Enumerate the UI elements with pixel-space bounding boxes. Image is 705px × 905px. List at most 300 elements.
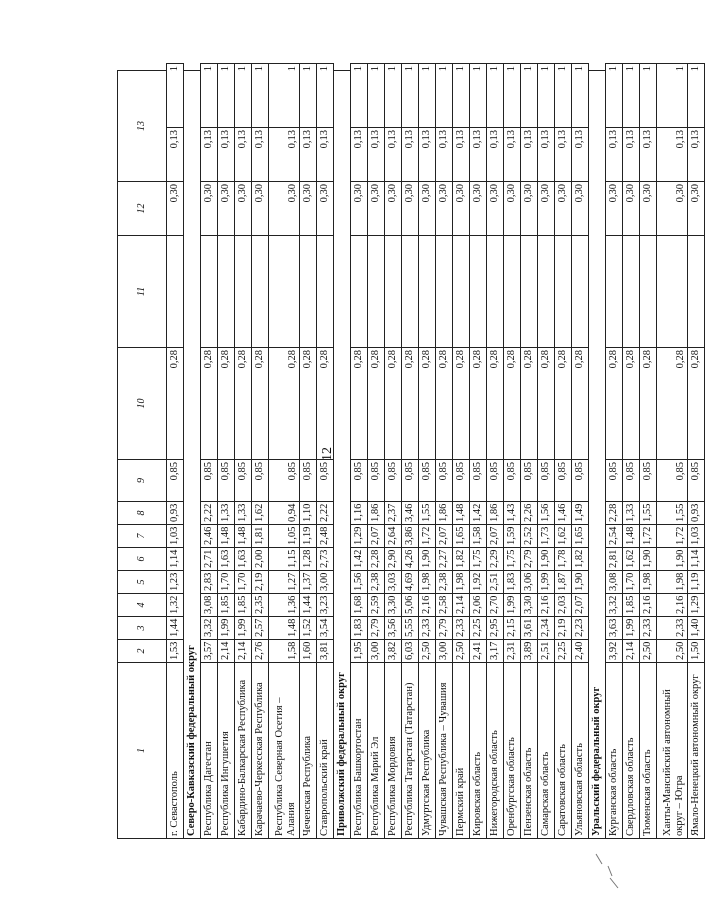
value-cell-col14: 1 — [657, 64, 688, 128]
value-cell-col8: 0,93 — [167, 502, 184, 525]
value-cell-col7: 1,48 — [623, 525, 640, 548]
value-cell-col11 — [623, 236, 640, 348]
value-cell-col12: 0,30 — [504, 182, 521, 236]
value-cell-col6: 1,90 — [538, 548, 555, 571]
value-cell-col5: 2,38 — [368, 571, 385, 594]
table-row — [402, 64, 419, 839]
value-cell-col4: 1,44 — [300, 594, 317, 617]
value-cell-col3: 3,56 — [385, 617, 402, 640]
value-cell-col13: 0,13 — [436, 128, 453, 182]
value-cell-col8: 1,43 — [504, 502, 521, 525]
region-name: Тюменская область — [640, 663, 657, 839]
value-cell-col4: 1,36 — [269, 594, 300, 617]
value-cell-col11 — [218, 236, 235, 348]
value-cell-col5: 1,98 — [453, 571, 470, 594]
value-cell-col14: 1 — [453, 64, 470, 128]
table-row — [623, 64, 640, 839]
value-cell-col14: 1 — [201, 64, 218, 128]
value-cell-col12: 0,30 — [368, 182, 385, 236]
value-cell-col3: 2,57 — [252, 617, 269, 640]
value-cell-col11 — [201, 236, 218, 348]
value-cell-col9: 0,85 — [453, 460, 470, 502]
value-cell-col10: 0,28 — [521, 348, 538, 460]
value-cell-col14: 1 — [402, 64, 419, 128]
value-cell-col8: 2,37 — [385, 502, 402, 525]
column-header-13: 13 — [118, 71, 167, 182]
value-cell-col5: 1,98 — [419, 571, 436, 594]
value-cell-col6: 1,75 — [504, 548, 521, 571]
region-name: Оренбургская область — [504, 663, 521, 839]
value-cell-col13: 0,13 — [521, 128, 538, 182]
value-cell-col2: 3,00 — [436, 640, 453, 663]
value-cell-col2: 1,95 — [351, 640, 368, 663]
value-cell-col5: 2,83 — [201, 571, 218, 594]
value-cell-col12: 0,30 — [167, 182, 184, 236]
value-cell-col14: 1 — [300, 64, 317, 128]
value-cell-col5: 2,38 — [436, 571, 453, 594]
value-cell-col10: 0,28 — [235, 348, 252, 460]
value-cell-col5: 1,98 — [657, 571, 688, 594]
table-row — [688, 64, 705, 839]
value-cell-col9: 0,85 — [218, 460, 235, 502]
value-cell-col6: 1,63 — [235, 548, 252, 571]
value-cell-col4: 2,07 — [572, 594, 589, 617]
value-cell-col14: 1 — [385, 64, 402, 128]
value-cell-col13: 0,13 — [623, 128, 640, 182]
coefficient-table — [117, 63, 705, 839]
value-cell-col7: 1,19 — [300, 525, 317, 548]
region-name: Кировская область — [470, 663, 487, 839]
value-cell-col8: 2,28 — [606, 502, 623, 525]
value-cell-col5: 1,83 — [504, 571, 521, 594]
value-cell-col3: 5,55 — [402, 617, 419, 640]
value-cell-col14: 1 — [538, 64, 555, 128]
value-cell-col8: 1,55 — [640, 502, 657, 525]
value-cell-col3: 2,33 — [453, 617, 470, 640]
value-cell-col3: 1,99 — [218, 617, 235, 640]
value-cell-col11 — [269, 236, 300, 348]
section-title: Уральский федеральный округ — [589, 71, 606, 839]
value-cell-col6: 2,00 — [252, 548, 269, 571]
value-cell-col3: 1,99 — [623, 617, 640, 640]
value-cell-col10: 0,28 — [572, 348, 589, 460]
rotated-table-container — [117, 63, 701, 839]
region-name: Ульяновская область — [572, 663, 589, 839]
value-cell-col3: 2,33 — [657, 617, 688, 640]
value-cell-col9: 0,85 — [351, 460, 368, 502]
value-cell-col3: 1,99 — [235, 617, 252, 640]
table-row — [218, 64, 235, 839]
value-cell-col13: 0,13 — [167, 128, 184, 182]
value-cell-col6: 2,81 — [606, 548, 623, 571]
value-cell-col5: 1,70 — [235, 571, 252, 594]
value-cell-col2: 2,50 — [640, 640, 657, 663]
value-cell-col4: 2,06 — [470, 594, 487, 617]
value-cell-col4: 3,30 — [385, 594, 402, 617]
value-cell-col2: 3,82 — [385, 640, 402, 663]
value-cell-col12: 0,30 — [606, 182, 623, 236]
value-cell-col7: 1,73 — [538, 525, 555, 548]
value-cell-col5: 1,19 — [688, 571, 705, 594]
value-cell-col14: 1 — [688, 64, 705, 128]
value-cell-col3: 2,79 — [436, 617, 453, 640]
value-cell-col14: 1 — [640, 64, 657, 128]
value-cell-col10: 0,28 — [402, 348, 419, 460]
value-cell-col14: 1 — [436, 64, 453, 128]
value-cell-col4: 2,16 — [419, 594, 436, 617]
value-cell-col9: 0,85 — [606, 460, 623, 502]
value-cell-col5: 1,87 — [555, 571, 572, 594]
value-cell-col12: 0,30 — [235, 182, 252, 236]
value-cell-col9: 0,85 — [201, 460, 218, 502]
value-cell-col14: 1 — [218, 64, 235, 128]
value-cell-col7: 1,65 — [572, 525, 589, 548]
value-cell-col9: 0,85 — [688, 460, 705, 502]
value-cell-col4: 2,16 — [538, 594, 555, 617]
value-cell-col6: 2,29 — [487, 548, 504, 571]
value-cell-col2: 2,41 — [470, 640, 487, 663]
table-row — [453, 64, 470, 839]
value-cell-col4: 3,23 — [317, 594, 334, 617]
value-cell-col14: 1 — [555, 64, 572, 128]
value-cell-col12: 0,30 — [657, 182, 688, 236]
value-cell-col14: 1 — [572, 64, 589, 128]
value-cell-col14: 1 — [521, 64, 538, 128]
page-number: 12 — [320, 447, 335, 461]
value-cell-col13: 0,13 — [487, 128, 504, 182]
column-header-9: 9 — [118, 460, 167, 502]
value-cell-col7: 2,48 — [317, 525, 334, 548]
value-cell-col7: 1,48 — [235, 525, 252, 548]
value-cell-col9: 0,85 — [504, 460, 521, 502]
value-cell-col12: 0,30 — [538, 182, 555, 236]
value-cell-col11 — [453, 236, 470, 348]
region-name: Удмуртская Республика — [419, 663, 436, 839]
value-cell-col11 — [167, 236, 184, 348]
value-cell-col4: 3,30 — [521, 594, 538, 617]
value-cell-col8: 0,94 — [269, 502, 300, 525]
value-cell-col6: 1,90 — [640, 548, 657, 571]
value-cell-col13: 0,13 — [606, 128, 623, 182]
value-cell-col14: 1 — [487, 64, 504, 128]
value-cell-col5: 1,27 — [269, 571, 300, 594]
value-cell-col10: 0,28 — [453, 348, 470, 460]
value-cell-col5: 3,08 — [606, 571, 623, 594]
value-cell-col9: 0,85 — [657, 460, 688, 502]
value-cell-col12: 0,30 — [252, 182, 269, 236]
region-name: Республика Татарстан (Татарстан) — [402, 663, 419, 839]
table-row — [300, 64, 317, 839]
value-cell-col10: 0,28 — [470, 348, 487, 460]
value-cell-col4: 2,58 — [436, 594, 453, 617]
value-cell-col6: 2,79 — [521, 548, 538, 571]
value-cell-col10: 0,28 — [555, 348, 572, 460]
table-row — [368, 64, 385, 839]
value-cell-col11 — [385, 236, 402, 348]
value-cell-col3: 2,33 — [419, 617, 436, 640]
value-cell-col9: 0,85 — [419, 460, 436, 502]
value-cell-col7: 1,03 — [688, 525, 705, 548]
value-cell-col6: 1,78 — [555, 548, 572, 571]
value-cell-col8: 3,46 — [402, 502, 419, 525]
region-name: Ханты-Мансийский автономный округ – Югра — [657, 663, 688, 839]
value-cell-col12: 0,30 — [623, 182, 640, 236]
value-cell-col2: 3,17 — [487, 640, 504, 663]
value-cell-col11 — [487, 236, 504, 348]
value-cell-col4: 1,85 — [218, 594, 235, 617]
value-cell-col10: 0,28 — [351, 348, 368, 460]
value-cell-col13: 0,13 — [538, 128, 555, 182]
region-name: Кабардино-Балкарская Республика — [235, 663, 252, 839]
table-row — [521, 64, 538, 839]
section-row — [184, 64, 201, 839]
value-cell-col8: 1,62 — [252, 502, 269, 525]
value-cell-col11 — [640, 236, 657, 348]
value-cell-col13: 0,13 — [640, 128, 657, 182]
column-header-8: 8 — [118, 502, 167, 525]
value-cell-col7: 1,81 — [252, 525, 269, 548]
value-cell-col4: 2,16 — [640, 594, 657, 617]
region-name: Ставропольский край — [317, 663, 334, 839]
value-cell-col9: 0,85 — [252, 460, 269, 502]
value-cell-col3: 3,63 — [606, 617, 623, 640]
value-cell-col6: 1,42 — [351, 548, 368, 571]
value-cell-col8: 1,48 — [453, 502, 470, 525]
column-header-1: 1 — [118, 663, 167, 839]
value-cell-col4: 2,16 — [657, 594, 688, 617]
value-cell-col4: 2,14 — [453, 594, 470, 617]
value-cell-col11 — [436, 236, 453, 348]
value-cell-col10: 0,28 — [300, 348, 317, 460]
table-row — [504, 64, 521, 839]
value-cell-col10: 0,28 — [218, 348, 235, 460]
value-cell-col10: 0,28 — [269, 348, 300, 460]
value-cell-col8: 1,86 — [487, 502, 504, 525]
value-cell-col7: 1,58 — [470, 525, 487, 548]
value-cell-col3: 2,23 — [572, 617, 589, 640]
value-cell-col10: 0,28 — [252, 348, 269, 460]
value-cell-col14: 1 — [269, 64, 300, 128]
value-cell-col11 — [368, 236, 385, 348]
value-cell-col9: 0,85 — [402, 460, 419, 502]
value-cell-col6: 2,27 — [436, 548, 453, 571]
value-cell-col3: 3,54 — [317, 617, 334, 640]
value-cell-col6: 2,71 — [201, 548, 218, 571]
region-name: Чеченская Республика — [300, 663, 317, 839]
value-cell-col11 — [317, 236, 334, 348]
value-cell-col2: 6,03 — [402, 640, 419, 663]
value-cell-col8: 1,55 — [657, 502, 688, 525]
value-cell-col5: 1,98 — [640, 571, 657, 594]
section-row — [589, 64, 606, 839]
value-cell-col10: 0,28 — [419, 348, 436, 460]
column-header-5: 5 — [118, 571, 167, 594]
region-name: Республика Дагестан — [201, 663, 218, 839]
value-cell-col8: 1,49 — [572, 502, 589, 525]
value-cell-col11 — [351, 236, 368, 348]
value-cell-col2: 1,58 — [269, 640, 300, 663]
region-name: Нижегородская область — [487, 663, 504, 839]
value-cell-col6: 1,90 — [657, 548, 688, 571]
value-cell-col4: 2,59 — [368, 594, 385, 617]
table-row — [572, 64, 589, 839]
value-cell-col13: 0,13 — [419, 128, 436, 182]
value-cell-col5: 1,23 — [167, 571, 184, 594]
table-row — [487, 64, 504, 839]
value-cell-col3: 1,44 — [167, 617, 184, 640]
value-cell-col9: 0,85 — [269, 460, 300, 502]
value-cell-col5: 1,70 — [218, 571, 235, 594]
value-cell-col14: 1 — [419, 64, 436, 128]
region-name: Самарская область — [538, 663, 555, 839]
value-cell-col6: 1,28 — [300, 548, 317, 571]
value-cell-col7: 1,65 — [453, 525, 470, 548]
value-cell-col13: 0,13 — [572, 128, 589, 182]
value-cell-col7: 2,07 — [368, 525, 385, 548]
value-cell-col3: 2,34 — [538, 617, 555, 640]
value-cell-col11 — [538, 236, 555, 348]
value-cell-col10: 0,28 — [657, 348, 688, 460]
value-cell-col7: 1,72 — [657, 525, 688, 548]
value-cell-col12: 0,30 — [487, 182, 504, 236]
region-name: Пензенская область — [521, 663, 538, 839]
value-cell-col3: 1,52 — [300, 617, 317, 640]
value-cell-col8: 1,55 — [419, 502, 436, 525]
value-cell-col6: 4,26 — [402, 548, 419, 571]
value-cell-col3: 1,40 — [688, 617, 705, 640]
value-cell-col11 — [402, 236, 419, 348]
value-cell-col13: 0,13 — [368, 128, 385, 182]
value-cell-col2: 1,60 — [300, 640, 317, 663]
value-cell-col12: 0,30 — [470, 182, 487, 236]
value-cell-col2: 3,81 — [317, 640, 334, 663]
value-cell-col11 — [470, 236, 487, 348]
value-cell-col11 — [657, 236, 688, 348]
value-cell-col12: 0,30 — [688, 182, 705, 236]
value-cell-col7: 1,05 — [269, 525, 300, 548]
value-cell-col11 — [555, 236, 572, 348]
value-cell-col7: 2,07 — [436, 525, 453, 548]
value-cell-col9: 0,85 — [555, 460, 572, 502]
region-name: Республика Северная Осетия – Алания — [269, 663, 300, 839]
value-cell-col6: 1,63 — [218, 548, 235, 571]
value-cell-col4: 1,85 — [235, 594, 252, 617]
value-cell-col13: 0,13 — [235, 128, 252, 182]
section-title: Северо-Кавказский федеральный округ — [184, 71, 201, 839]
value-cell-col10: 0,28 — [623, 348, 640, 460]
section-row — [334, 64, 351, 839]
value-cell-col12: 0,30 — [436, 182, 453, 236]
value-cell-col10: 0,28 — [688, 348, 705, 460]
value-cell-col3: 2,19 — [555, 617, 572, 640]
value-cell-col6: 1,82 — [453, 548, 470, 571]
value-cell-col3: 2,25 — [470, 617, 487, 640]
value-cell-col14: 1 — [504, 64, 521, 128]
value-cell-col4: 1,32 — [167, 594, 184, 617]
value-cell-col8: 1,56 — [538, 502, 555, 525]
value-cell-col10: 0,28 — [538, 348, 555, 460]
value-cell-col2: 2,14 — [623, 640, 640, 663]
value-cell-col9: 0,85 — [487, 460, 504, 502]
value-cell-col5: 1,37 — [300, 571, 317, 594]
value-cell-col12: 0,30 — [419, 182, 436, 236]
value-cell-col8: 1,86 — [368, 502, 385, 525]
value-cell-col8: 1,33 — [218, 502, 235, 525]
table-row — [351, 64, 368, 839]
region-name: Ямало-Ненецкий автономный округ — [688, 663, 705, 839]
value-cell-col6: 1,75 — [470, 548, 487, 571]
value-cell-col9: 0,85 — [521, 460, 538, 502]
value-cell-col6: 1,14 — [688, 548, 705, 571]
value-cell-col10: 0,28 — [606, 348, 623, 460]
value-cell-col12: 0,30 — [555, 182, 572, 236]
value-cell-col3: 2,95 — [487, 617, 504, 640]
table-row — [657, 64, 688, 839]
value-cell-col9: 0,85 — [623, 460, 640, 502]
value-cell-col2: 1,50 — [688, 640, 705, 663]
value-cell-col8: 0,93 — [688, 502, 705, 525]
value-cell-col11 — [300, 236, 317, 348]
value-cell-col2: 2,50 — [453, 640, 470, 663]
table-row — [640, 64, 657, 839]
value-cell-col4: 3,08 — [201, 594, 218, 617]
value-cell-col13: 0,13 — [385, 128, 402, 182]
value-cell-col11 — [235, 236, 252, 348]
value-cell-col2: 3,89 — [521, 640, 538, 663]
value-cell-col8: 2,26 — [521, 502, 538, 525]
value-cell-col13: 0,13 — [402, 128, 419, 182]
value-cell-col12: 0,30 — [218, 182, 235, 236]
value-cell-col12: 0,30 — [572, 182, 589, 236]
value-cell-col2: 2,50 — [419, 640, 436, 663]
value-cell-col13: 0,13 — [269, 128, 300, 182]
value-cell-col3: 1,48 — [269, 617, 300, 640]
value-cell-col3: 2,15 — [504, 617, 521, 640]
value-cell-col12: 0,30 — [351, 182, 368, 236]
value-cell-col14: 1 — [368, 64, 385, 128]
value-cell-col7: 1,29 — [351, 525, 368, 548]
table-row — [167, 64, 184, 839]
value-cell-col13: 0,13 — [453, 128, 470, 182]
value-cell-col7: 2,46 — [201, 525, 218, 548]
value-cell-col7: 1,03 — [167, 525, 184, 548]
value-cell-col5: 3,03 — [385, 571, 402, 594]
value-cell-col14: 1 — [235, 64, 252, 128]
value-cell-col12: 0,30 — [317, 182, 334, 236]
value-cell-col7: 1,72 — [419, 525, 436, 548]
table-row — [419, 64, 436, 839]
value-cell-col10: 0,28 — [487, 348, 504, 460]
value-cell-col3: 2,79 — [368, 617, 385, 640]
value-cell-col5: 1,92 — [470, 571, 487, 594]
table-row — [606, 64, 623, 839]
value-cell-col7: 1,72 — [640, 525, 657, 548]
value-cell-col9: 0,85 — [235, 460, 252, 502]
value-cell-col10: 0,28 — [436, 348, 453, 460]
value-cell-col11 — [504, 236, 521, 348]
value-cell-col6: 1,62 — [623, 548, 640, 571]
value-cell-col12: 0,30 — [402, 182, 419, 236]
value-cell-col5: 3,06 — [521, 571, 538, 594]
value-cell-col2: 1,53 — [167, 640, 184, 663]
value-cell-col6: 2,28 — [368, 548, 385, 571]
value-cell-col14: 1 — [351, 64, 368, 128]
value-cell-col13: 0,13 — [252, 128, 269, 182]
value-cell-col10: 0,28 — [385, 348, 402, 460]
value-cell-col9: 0,85 — [300, 460, 317, 502]
table-row — [385, 64, 402, 839]
region-name: Курганская область — [606, 663, 623, 839]
